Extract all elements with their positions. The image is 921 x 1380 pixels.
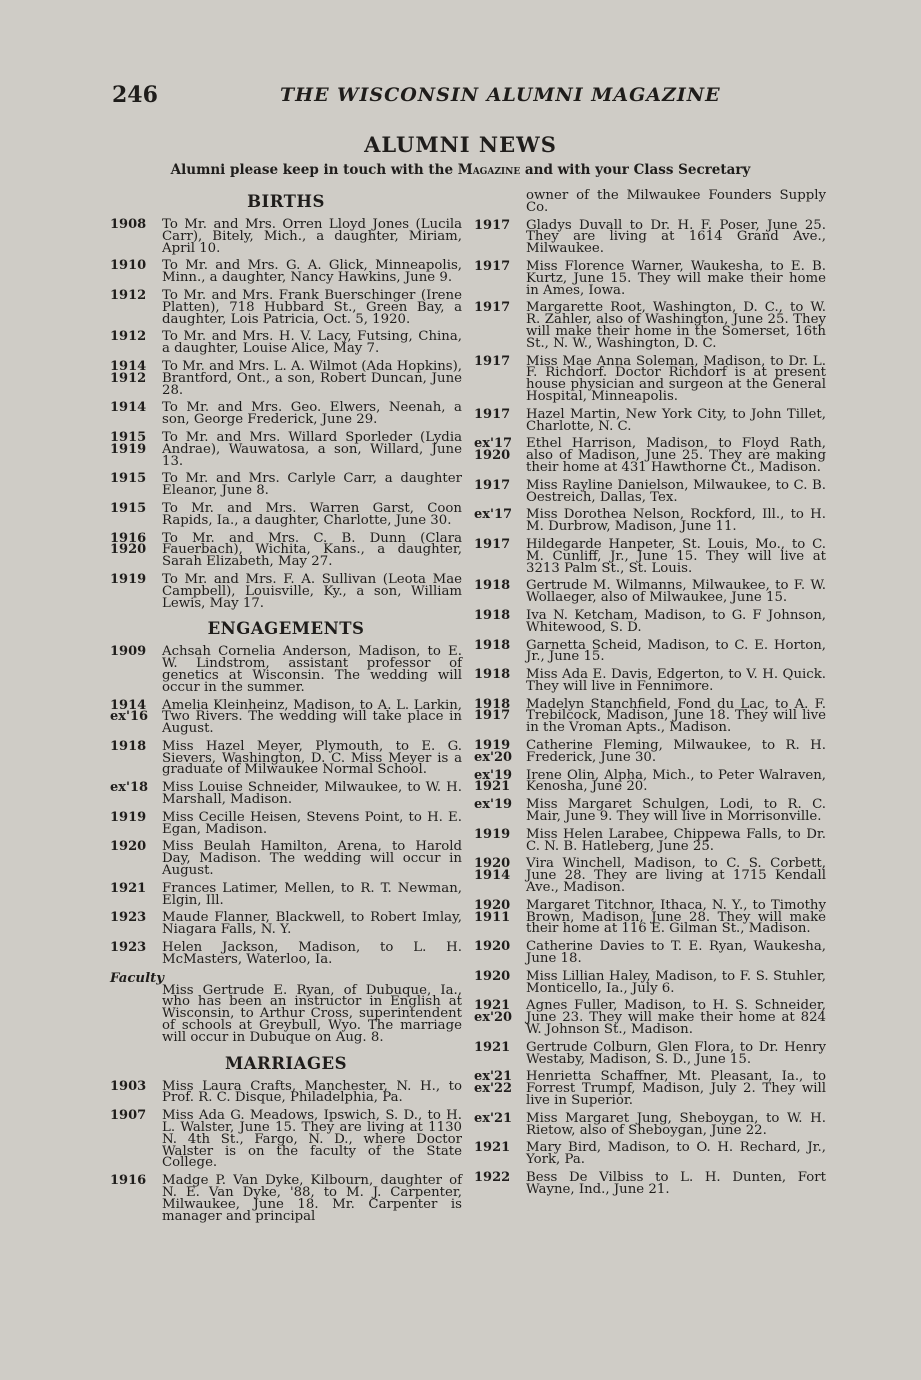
entry-text: Helen Jackson, Madison, to L. H. McMasters, Waterloo, Ia. [162,940,462,967]
class-year: 1907 [110,1108,147,1124]
class-year: 1918 [474,637,511,653]
news-entry [110,500,462,528]
entry-text: Catherine Fleming, Milwaukee, to R. H. Frederick, June 30. [526,738,826,765]
class-year: 1917 [474,406,511,422]
news-entry [110,402,462,426]
entry-text: Margaret Titchnor, Ithaca, N. Y., to Timothy Brown, Madison, June 28. They will make their home at 116 E. Gilman St., Madison. [526,897,826,937]
class-year: 1918 [474,607,511,623]
news-entry [110,1078,462,1106]
section-title: ALUMNI NEWS [364,132,557,157]
entry-text: To Mr. and Mrs. Geo. Elwers, Neenah, a son, George Frederick, June 29. [162,400,462,428]
news-entry [110,260,462,284]
news-entry [474,998,826,1038]
class-year: 1917 [474,477,511,493]
news-entry [110,912,462,936]
class-year: 1920 [110,839,147,855]
continued-text: owner of the Milwaukee Founders Supply Co. [526,188,826,215]
news-entry [110,530,462,570]
class-year: 1916 [110,1173,147,1189]
news-entry [110,429,462,469]
class-year: 1915 1919 [110,429,147,457]
news-entry [110,473,462,497]
news-entry [474,856,826,896]
entry-text: Miss Florence Warner, Waukesha, to E. B. Kurtz, June 15. They will make their home in Ames, Iowa. [526,258,826,298]
news-entry [474,1169,826,1197]
engagements-heading: ENGAGEMENTS [207,619,365,639]
entry-text: To Mr. and Mrs. L. A. Wilmot (Ada Hopkins), Brantford, Ont., a son, Robert Duncan, June 28. [162,358,462,398]
entry-text: Miss Mae Anna Soleman, Madison, to Dr. L. F. Richdorf. Doctor Richdorf is at present house physician and surgeon at the General Hospital, Minneapolis. [526,353,826,404]
class-year: 1903 [110,1078,147,1094]
news-entry [110,880,462,908]
news-entry [474,406,826,434]
news-entry [474,1142,826,1166]
news-entry [474,438,826,473]
entry-text: Agnes Fuller, Madison, to H. S. Schneider, June 23. They will make their home at 824 W. Johnson St., Madison. [526,998,826,1038]
entry-text: Henrietta Schaffner, Mt. Pleasant, Ia., to Forrest Trumpf, Madison, July 2. They will live in Superior. [526,1069,826,1108]
entry-text: To Mr. and Mrs. G. A. Glick, Minneapolis, Minn., a daughter, Nancy Hawkins, June 9. [162,258,462,286]
class-year: 1909 [110,644,147,660]
class-year: 1920 [474,939,511,955]
entry-text: Gertrude M. Wilmanns, Milwaukee, to F. W. Wollaeger, also of Milwaukee, June 15. [526,578,826,606]
entry-text: Miss Ada E. Davis, Edgerton, to V. H. Quick. They will live in Fennimore. [526,667,826,694]
class-year: ex'17 1920 [474,436,513,464]
marriages-right-list [474,217,826,1197]
news-entry [474,258,826,298]
continued-entry [474,190,826,214]
class-year: 1919 [474,826,511,842]
class-year: 1914 1912 [110,358,147,386]
faculty-label: Faculty [110,970,165,986]
class-year: 1917 [474,353,511,369]
births-heading: BIRTHS [247,192,325,211]
entry-text: Hildegarde Hanpeter, St. Louis, Mo., to C. M. Cunliff, Jr., June 15. They will live at 3213 Palm St., St. Louis. [526,536,826,576]
class-year: 1918 [110,738,147,754]
news-entry [474,669,826,693]
entry-text: Mary Bird, Madison, to O. H. Rechard, Jr., York, Pa. [526,1140,826,1168]
subtitle-prefix: Alumni please keep in touch with the [170,162,454,178]
news-entry [110,942,462,966]
entry-text: Miss Helen Larabee, Chippewa Falls, to Dr. C. N. B. Hatleberg, June 25. [526,826,826,854]
entry-text: Catherine Davies to T. E. Ryan, Waukesha, June 18. [526,939,826,967]
class-year: 1920 [474,968,511,984]
class-year: ex'19 [474,797,513,813]
class-year: ex'17 [474,507,513,523]
class-year: 1918 [474,578,511,594]
entry-text: To Mr. and Mrs. C. B. Dunn (Clara Fauerbach), Wichita, Kans., a daughter, Sarah Elizabeth, May 27. [162,530,462,570]
entry-text: To Mr. and Mrs. Warren Garst, Coon Rapids, Ia., a daughter, Charlotte, June 30. [162,500,462,528]
news-entry [110,1175,462,1222]
entry-text: Gladys Duvall to Dr. H. F. Poser, June 25. They are living at 1614 Grand Ave., Milwaukee. [526,217,826,257]
class-year: 1914 [110,400,147,416]
news-entry [110,287,462,327]
class-year: 1923 [110,910,147,926]
entry-text: Miss Rayline Danielson, Milwaukee, to C. B. Oestreich, Dallas, Tex. [526,477,826,505]
news-entry [474,799,826,823]
entry-text: Miss Margaret Schulgen, Lodi, to R. C. Mair, June 9. They will live in Morrisonville. [526,797,826,825]
entry-text: Garnetta Scheid, Madison, to C. E. Horton, Jr., June 15. [526,637,826,665]
news-entry [110,1110,462,1169]
births-list [110,219,462,609]
class-year: ex'21 [474,1110,513,1126]
entry-text: Miss Beulah Hamilton, Arena, to Harold Day, Madison. The wedding will occur in August. [162,839,462,879]
news-entry [110,782,462,806]
entry-text: To Mr. and Mrs. Frank Buerschinger (Irene Platten), 718 Hubbard St., Green Bay, a daughter, Lois Patricia, Oct. 5, 1920. [162,287,462,327]
news-entry [474,767,826,795]
entry-text: Frances Latimer, Mellen, to R. T. Newman, Elgin, Ill. [162,880,462,908]
entry-text: Hazel Martin, New York City, to John Tillet, Charlotte, N. C. [526,406,826,434]
subtitle-magazine: Magazine [457,162,521,178]
class-year: 1921 [474,1140,511,1156]
left-column [110,190,462,1228]
news-entry [110,219,462,254]
news-entry [110,738,462,778]
class-year: 1912 [110,329,147,345]
entry-text: Miss Hazel Meyer, Plymouth, to E. G. Sievers, Washington, D. C. Miss Meyer is a graduate of Milwaukee Normal School. [162,738,462,778]
entry-text: Gertrude Colburn, Glen Flora, to Dr. Henry Westaby, Madison, S. D., June 15. [526,1039,826,1067]
news-entry [474,1039,826,1067]
class-year: ex'19 1921 [474,767,513,795]
class-year: 1918 [474,667,511,683]
news-entry [474,580,826,604]
class-year: 1917 [474,536,511,552]
page-number: 246 [112,82,158,108]
class-year: 1915 [110,500,147,516]
entry-text: Madge P. Van Dyke, Kilbourn, daughter of N. E. Van Dyke, '88, to M. J. Carpenter, Milwaukee, June 18. Mr. Carpenter is manager and principal [162,1173,462,1224]
news-entry [110,809,462,837]
class-year: 1921 ex'20 [474,998,513,1026]
right-column [474,190,826,1202]
news-entry [474,740,826,764]
news-entry [474,477,826,505]
class-year: 1917 [474,217,511,233]
class-year: 1919 [110,809,147,825]
news-entry [474,637,826,665]
entry-text: To Mr. and Mrs. Willard Sporleder (Lydia Andrae), Wauwatosa, a son, Willard, June 13. [162,429,462,469]
class-year: 1908 [110,217,147,232]
news-entry [474,1110,826,1138]
page-header [112,82,832,112]
entry-text: Iva N. Ketcham, Madison, to G. F Johnson, Whitewood, S. D. [526,607,826,635]
news-entry [474,968,826,996]
class-year: 1919 [110,571,147,587]
entry-text: Miss Dorothea Nelson, Rockford, Ill., to H. M. Durbrow, Madison, June 11. [526,507,826,535]
section-subtitle [0,162,921,178]
class-year: ex'21 ex'22 [474,1069,513,1097]
news-entry [110,646,462,693]
magazine-title: THE WISCONSIN ALUMNI MAGAZINE [280,84,721,106]
entry-text: Irene Olin, Alpha, Mich., to Peter Walraven, Kenosha, June 20. [526,767,826,795]
news-entry [474,607,826,635]
class-year: 1922 [474,1169,511,1185]
entry-text: Miss Ada G. Meadows, Ipswich, S. D., to H. L. Walster, June 15. They are living at 1130 N. 4th St., Fargo, N. D., where Doctor Walster is on the faculty of the State College. [162,1108,462,1171]
class-year: 1923 [110,940,147,956]
entry-text: Vira Winchell, Madison, to C. S. Corbett, June 28. They are living at 1715 Kendall Ave., Madison. [526,856,826,896]
news-entry [474,941,826,965]
class-year: 1918 1917 [474,696,511,724]
class-year: 1921 [110,880,147,896]
news-entry [474,897,826,937]
entry-text: Miss Laura Crafts, Manchester, N. H., to Prof. R. C. Disque, Philadelphia, Pa. [162,1078,462,1106]
news-entry [474,353,826,404]
entry-text: Ethel Harrison, Madison, to Floyd Rath, also of Madison, June 25. They are making their home at 431 Hawthorne Ct., Madison. [526,436,826,475]
entry-text: To Mr. and Mrs. F. A. Sullivan (Leota Mae Campbell), Louisville, Ky., a son, William Lewis, May 17. [162,571,462,611]
news-entry [474,1071,826,1106]
class-year: 1920 1914 [474,856,511,884]
subtitle-suffix: and with your Class Secretary [524,162,751,178]
entry-text: Margarette Root, Washington, D. C., to W. R. Zahler, also of Washington, June 25. They will make their home in the Somerset, 16th St., N. W., Washington, D. C. [526,300,826,351]
class-year: 1910 [110,258,147,274]
news-entry [110,358,462,398]
engagements-list [110,646,462,965]
news-entry [474,509,826,533]
entry-text: Achsah Cornelia Anderson, Madison, to E. W. Lindstrom, assistant professor of genetics at Wisconsin. The wedding will occur in the summer. [162,644,462,695]
news-entry [474,217,826,257]
entry-text: To Mr. and Mrs. Carlyle Carr, a daughter Eleanor, June 8. [162,471,462,499]
entry-text: Bess De Vilbiss to L. H. Dunten, Fort Wayne, Ind., June 21. [526,1169,826,1197]
class-year: 1914 ex'16 [110,697,149,725]
news-entry [110,839,462,879]
news-entry [474,536,826,576]
entry-text: Miss Cecille Heisen, Stevens Point, to H. E. Egan, Madison. [162,809,462,837]
entry-text: To Mr. and Mrs. H. V. Lacy, Futsing, China, a daughter, Louise Alice, May 7. [162,329,462,357]
news-entry [110,571,462,611]
class-year: 1921 [474,1039,511,1055]
entry-text: Maude Flanner, Blackwell, to Robert Imlay, Niagara Falls, N. Y. [162,910,462,938]
entry-text: Madelyn Stanchfield, Fond du Lac, to A. F. Trebilcock, Madison, June 18. They will live in the Vroman Apts., Madison. [526,696,826,736]
news-entry [474,826,826,854]
marriages-list [110,1078,462,1224]
news-entry [110,697,462,737]
entry-text: Amelia Kleinheinz, Madison, to A. L. Larkin, Two Rivers. The wedding will take place in August. [162,697,462,737]
marriages-heading: MARRIAGES [224,1053,348,1073]
faculty-entry: Miss Gertrude E. Ryan, of Dubuque, Ia., who has been an instructor in English at Wisconsin, to Arthur Cross, superintendent of schools at Greybull, Wyo. The marriage will occur in Dubuque on Aug. 8. [162,982,462,1045]
class-year: 1912 [110,287,147,303]
class-year: 1919 ex'20 [474,738,513,765]
news-entry [474,302,826,349]
class-year: 1916 1920 [110,530,147,558]
entry-text: Miss Margaret Jung, Sheboygan, to W. H. Rietow, also of Sheboygan, June 22. [526,1110,826,1138]
entry-text: Miss Louise Schneider, Milwaukee, to W. H. Marshall, Madison. [162,780,462,808]
class-year: 1920 1911 [474,897,511,925]
class-year: 1917 [474,258,511,274]
news-entry [110,331,462,355]
news-entry [474,696,826,736]
entry-text: To Mr. and Mrs. Orren Lloyd Jones (Lucila Carr), Bitely, Mich., a daughter, Miriam, April 10. [162,217,462,256]
entry-text: Miss Lillian Haley, Madison, to F. S. Stuhler, Monticello, Ia., July 6. [526,968,826,996]
class-year: ex'18 [110,780,149,796]
class-year: 1917 [474,300,511,316]
class-year: 1915 [110,471,147,487]
